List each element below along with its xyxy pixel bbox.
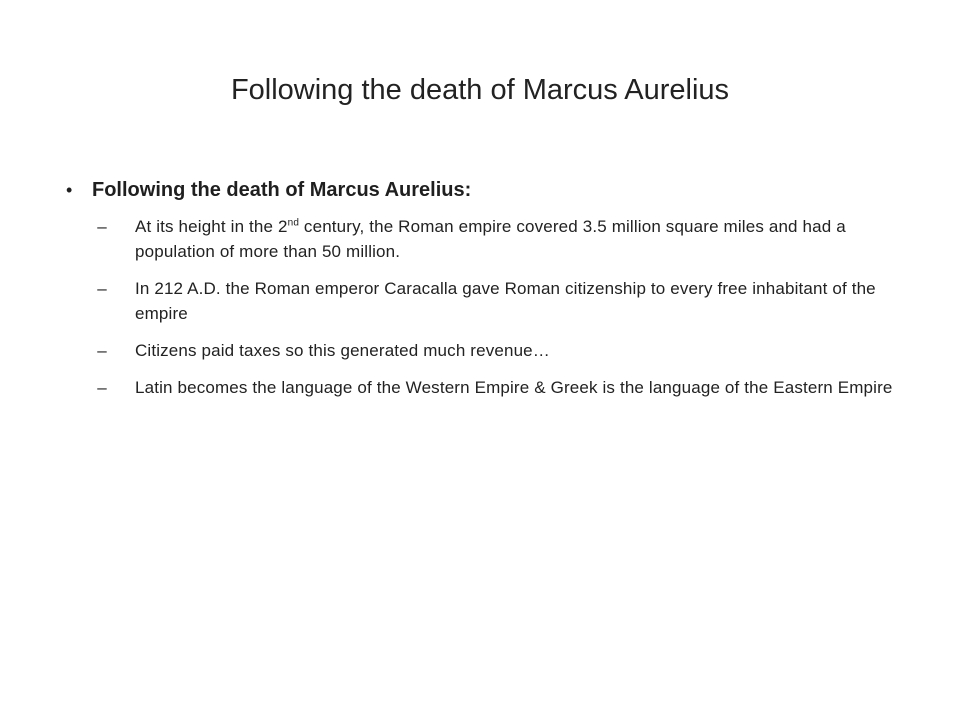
sub-bullet-item bbox=[97, 276, 922, 326]
slide-title: Following the death of Marcus Aurelius bbox=[230, 74, 730, 106]
sub-bullet-item bbox=[97, 375, 922, 400]
sub-bullet-text-start: At its height in the 2 bbox=[135, 217, 288, 236]
sub-bullet-text-end: century, the Roman empire covered 3.5 million square miles and had a population of more than 50 million. bbox=[135, 217, 846, 261]
dash-marker: – bbox=[97, 341, 107, 360]
dash-marker: – bbox=[97, 279, 107, 298]
main-bullet bbox=[66, 176, 922, 204]
sub-bullet-text: Latin becomes the language of the Western Empire & Greek is the language of the Eastern Empire bbox=[135, 378, 893, 397]
dash-marker: – bbox=[97, 378, 107, 397]
sub-bullet-item bbox=[97, 338, 922, 363]
sub-bullet-item bbox=[97, 214, 922, 264]
sub-bullet-text: Citizens paid taxes so this generated much revenue… bbox=[135, 341, 550, 360]
sub-bullet-list bbox=[92, 214, 922, 400]
bullet-marker: • bbox=[66, 180, 73, 200]
sub-bullet-text: In 212 A.D. the Roman emperor Caracalla gave Roman citizenship to every free inhabitant of the empire bbox=[135, 279, 876, 323]
dash-marker: – bbox=[97, 217, 107, 236]
main-bullet-text: Following the death of Marcus Aurelius: bbox=[92, 179, 472, 201]
ordinal-suffix: nd bbox=[287, 217, 300, 229]
slide-content bbox=[66, 176, 922, 412]
